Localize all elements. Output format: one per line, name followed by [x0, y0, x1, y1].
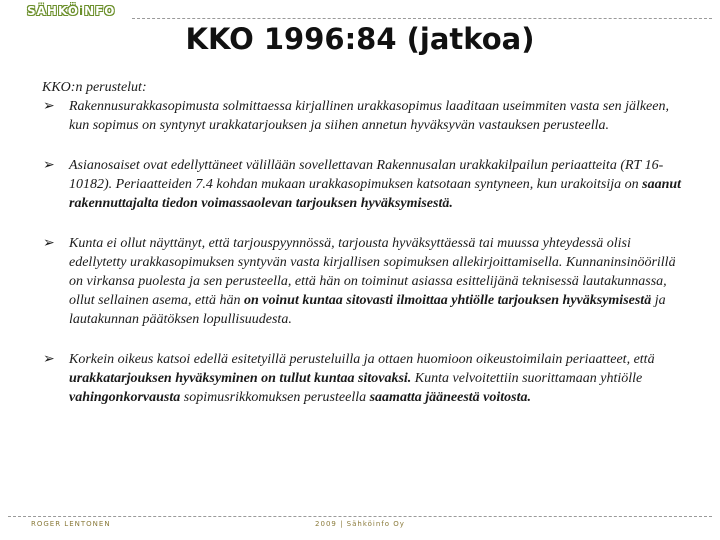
sahkoinfo-logo [27, 4, 116, 18]
footer-divider [8, 516, 712, 517]
item-text: sopimusrikkomuksen perusteella [180, 390, 370, 405]
bullet-item-3 [42, 234, 682, 329]
bullet-item-1 [42, 97, 682, 135]
item-emphasis: saanut rakennuttajalta tiedon voimassaolevan tarjouksen hyväksymisestä. [69, 177, 682, 211]
logo-text-start: SÄHKÖ [27, 4, 79, 18]
item-text: Kunta ei ollut näyttänyt, että tarjouspyynnössä, tarjousta hyväksyttäessä tai muussa yhteydessä olisi edellytetty urakkasopimuksen syntyvän vasta kirjallisen sopimuksen allekirjoittamisella. Kunnaninsinöörillä on virkansa puolesta ja sen perusteella, että hän on toiminut asiassa esittelijänä teknisessä lautakunnassa, ollut sellainen asema, että hän [69, 236, 676, 308]
logo-text-end: NFO [84, 4, 116, 18]
arrow-bullet-icon: ➢ [43, 351, 55, 367]
item-text: Rakennusurakkasopimusta solmittaessa kirjallinen urakkasopimus laaditaan useimmiten vasta sen jälkeen, kun sopimus on syntynyt urakkatarjouksen ja siihen annetun hyväksyvän vastauksen perusteella. [69, 99, 669, 133]
slide-content [42, 78, 682, 407]
footer-author: ROGER LENTONEN [31, 520, 111, 528]
slide-title: KKO 1996:84 (jatkoa) [185, 22, 535, 56]
bullet-item-4 [42, 350, 682, 407]
item-text: ja lautakunnan päätöksen lopullisuudesta. [69, 293, 666, 327]
logo-dot: i [78, 4, 85, 18]
item-text: Asianosaiset ovat edellyttäneet välillään sovellettavan Rakennusalan urakkakilpailun periaatteita (RT 16-10182). Periaatteiden 7.4 kohdan mukaan urakkasopimuksen katsotaan syntyneen, kun urakoitsija on [69, 158, 664, 192]
item-emphasis: vahingonkorvausta [69, 390, 181, 405]
arrow-bullet-icon: ➢ [43, 157, 55, 173]
item-emphasis: saamatta jääneestä voitosta. [369, 390, 531, 405]
item-emphasis: urakkatarjouksen hyväksyminen on tullut kuntaa sitovaksi. [69, 371, 412, 386]
item-text: Kunta velvoitettiin suorittamaan yhtiölle [411, 371, 643, 386]
arrow-bullet-icon: ➢ [43, 235, 55, 251]
arrow-bullet-icon: ➢ [43, 98, 55, 114]
bullet-item-2 [42, 156, 682, 213]
header-divider [132, 18, 712, 19]
section-heading: KKO:n perustelut: [42, 80, 147, 95]
item-text: Korkein oikeus katsoi edellä esitetyillä perusteluilla ja ottaen huomioon oikeustoimilain periaatteet, että [69, 352, 655, 367]
footer-copyright: 2009 | Sähköinfo Oy [315, 520, 405, 528]
item-emphasis: on voinut kuntaa sitovasti ilmoittaa yhtiölle tarjouksen hyväksymisestä [243, 293, 652, 308]
